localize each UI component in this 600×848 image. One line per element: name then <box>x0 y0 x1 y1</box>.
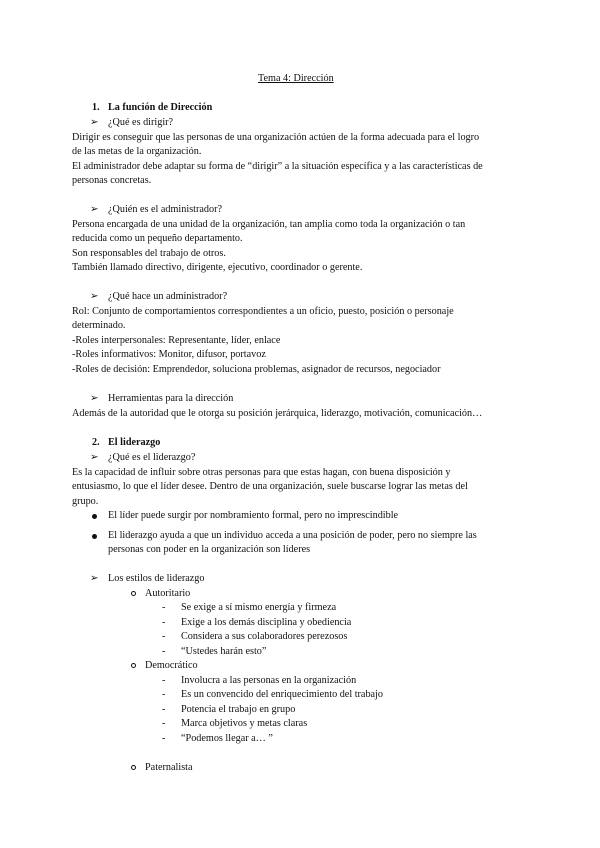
section-1-number: 1. <box>92 102 100 113</box>
list-item: “Podemos llegar a… ” <box>181 733 273 744</box>
arrow-bullet-icon: ➢ <box>90 204 99 215</box>
paragraph-line: reducida como un pequeño departamento. <box>72 233 243 244</box>
paragraph-line: También llamado directivo, dirigente, ejecutivo, coordinador o gerente. <box>72 262 363 273</box>
arrow-bullet-icon: ➢ <box>90 117 99 128</box>
paragraph-line: determinado. <box>72 320 126 331</box>
question-what-is-leadership: ¿Qué es el liderazgo? <box>108 452 196 463</box>
paragraph-line: -Roles de decisión: Emprendedor, soluciona problemas, asignador de recursos, negociador <box>72 364 441 375</box>
list-item: Es un convencido del enriquecimiento del trabajo <box>181 689 383 700</box>
page-title: Tema 4: Dirección <box>258 73 334 84</box>
arrow-bullet-icon: ➢ <box>90 452 99 463</box>
paragraph-line: El administrador debe adaptar su forma de “dirigir” a la situación específica y a las características de <box>72 161 483 172</box>
bullet-item: El líder puede surgir por nombramiento formal, pero no imprescindible <box>108 510 399 521</box>
list-item: Involucra a las personas en la organización <box>181 675 357 686</box>
section-1-heading: La función de Dirección <box>108 102 213 113</box>
dash-bullet: - <box>162 733 166 744</box>
list-item: Marca objetivos y metas claras <box>181 718 308 729</box>
question-what-does-administrator-do: ¿Qué hace un administrador? <box>108 291 228 302</box>
list-item: Se exige a sí mismo energía y firmeza <box>181 602 337 613</box>
paragraph-line: personas concretas. <box>72 175 152 186</box>
dash-bullet: - <box>162 646 166 657</box>
paragraph-line: Son responsables del trabajo de otros. <box>72 248 226 259</box>
dash-bullet: - <box>162 704 166 715</box>
bullet-dot-icon <box>92 514 97 519</box>
list-item: Exige a los demás disciplina y obediencia <box>181 617 352 628</box>
bullet-item: El liderazgo ayuda a que un individuo acceda a una posición de poder, pero no siempre las <box>108 530 477 541</box>
leadership-styles-heading: Los estilos de liderazgo <box>108 573 205 584</box>
arrow-bullet-icon: ➢ <box>90 393 99 404</box>
list-item: Considera a sus colaboradores perezosos <box>181 631 348 642</box>
section-2-heading: El liderazgo <box>108 437 161 448</box>
section-2-number: 2. <box>92 437 100 448</box>
question-who-is-administrator: ¿Quién es el administrador? <box>108 204 223 215</box>
style-paternalistic: Paternalista <box>145 762 193 773</box>
bullet-item-continued: personas con poder en la organización son líderes <box>108 544 311 555</box>
arrow-bullet-icon: ➢ <box>90 291 99 302</box>
circle-bullet-icon <box>131 663 136 668</box>
paragraph-line: grupo. <box>72 496 99 507</box>
paragraph-line: -Roles informativos: Monitor, difusor, portavoz <box>72 349 266 360</box>
paragraph-line: Además de la autoridad que le otorga su posición jerárquica, liderazgo, motivación, comunicación… <box>72 408 483 419</box>
bullet-dot-icon <box>92 534 97 539</box>
paragraph-line: de las metas de la organización. <box>72 146 202 157</box>
dash-bullet: - <box>162 602 166 613</box>
circle-bullet-icon <box>131 765 136 770</box>
paragraph-line: entusiasmo, lo que el líder desee. Dentro de una organización, suele buscarse lograr las metas del <box>72 481 468 492</box>
dash-bullet: - <box>162 689 166 700</box>
paragraph-line: Es la capacidad de influir sobre otras personas para que estas hagan, con buena disposición y <box>72 467 451 478</box>
style-democratic: Democrático <box>145 660 198 671</box>
paragraph-line: -Roles interpersonales: Representante, líder, enlace <box>72 335 281 346</box>
tools-for-direction: Herramientas para la dirección <box>108 393 234 404</box>
dash-bullet: - <box>162 718 166 729</box>
paragraph-line: Persona encargada de una unidad de la organización, tan amplia como toda la organización o tan <box>72 219 466 230</box>
question-what-is-directing: ¿Qué es dirigir? <box>108 117 174 128</box>
circle-bullet-icon <box>131 591 136 596</box>
arrow-bullet-icon: ➢ <box>90 573 99 584</box>
paragraph-line: Dirigir es conseguir que las personas de una organización actúen de la forma adecuada para el logro <box>72 132 480 143</box>
paragraph-line: Rol: Conjunto de comportamientos correspondientes a un oficio, puesto, posición o personaje <box>72 306 454 317</box>
list-item: Potencia el trabajo en grupo <box>181 704 296 715</box>
dash-bullet: - <box>162 631 166 642</box>
list-item: “Ustedes harán esto” <box>181 646 267 657</box>
style-authoritarian: Autoritario <box>145 588 191 599</box>
dash-bullet: - <box>162 617 166 628</box>
dash-bullet: - <box>162 675 166 686</box>
